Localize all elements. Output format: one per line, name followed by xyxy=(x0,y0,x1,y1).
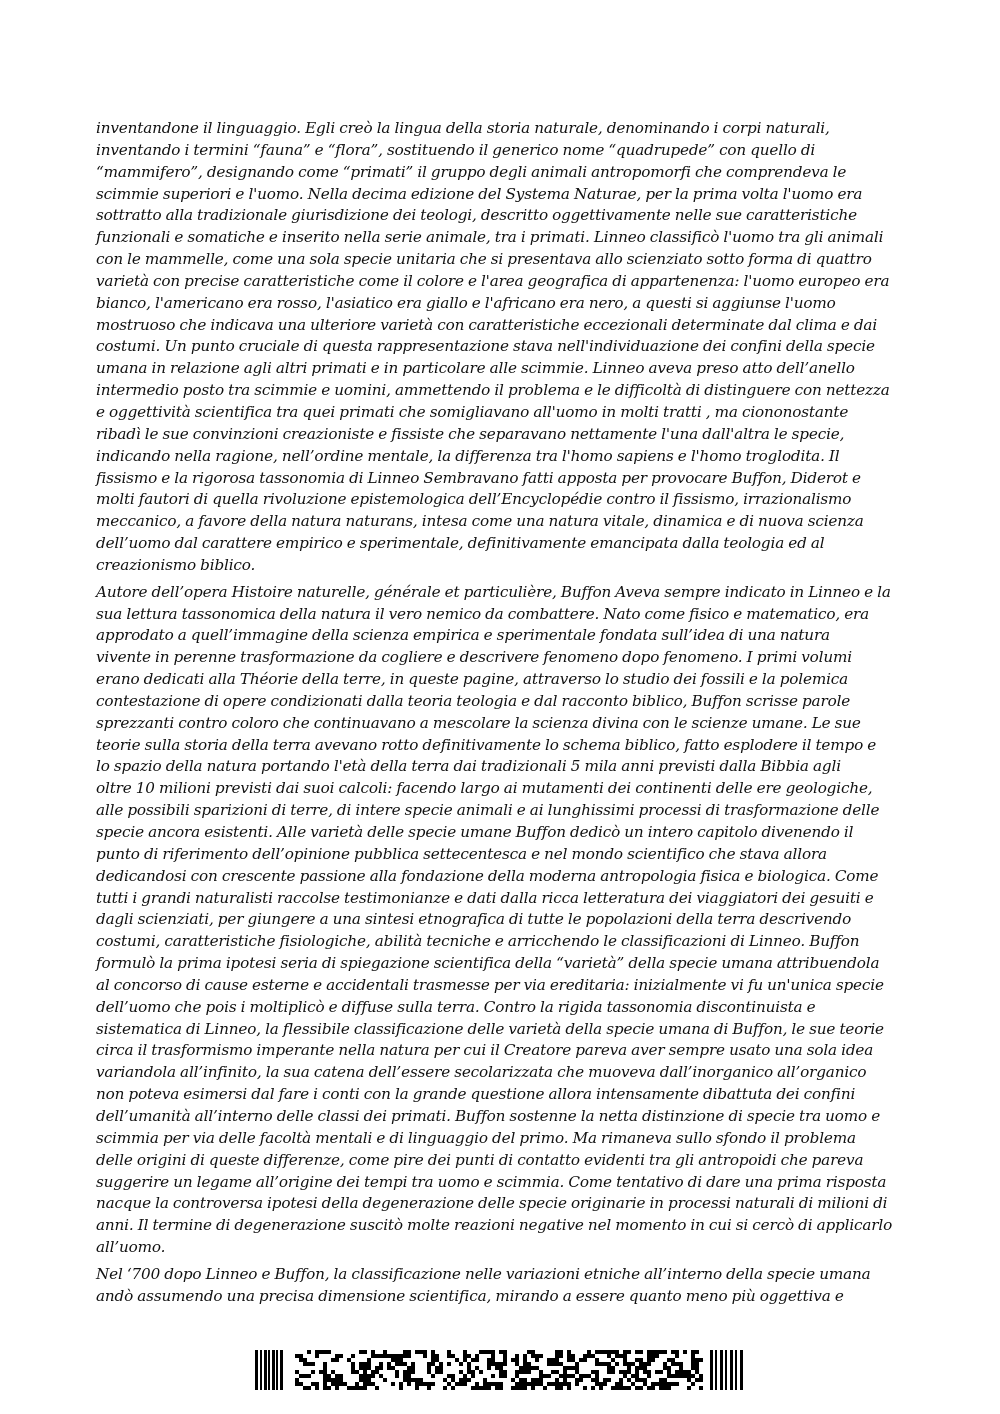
text-line: erano dedicati alla Théorie della terre, in queste pagine, attraverso lo studio dei fossili e la polemica xyxy=(96,670,849,689)
text-line: creazionismo biblico. xyxy=(96,555,256,574)
text-line: dagli scienziati, per giungere a una sintesi etnografica di tutte le popolazioni della terra descrivendo xyxy=(96,910,852,929)
text-line: formulò la prima ipotesi seria di spiegazione scientifica della “varietà” della specie umana attribuendola xyxy=(96,954,880,973)
text-line: approdato a quell’immagine della scienza empirica e sperimentale fondata sull’idea di una natura xyxy=(96,626,830,645)
text-line: molti fautori di quella rivoluzione epistemologica dell’Encyclopédie contro il fissismo, irrazionalismo xyxy=(96,490,852,509)
text-line: indicando nella ragione, nell’ordine mentale, la differenza tra l'homo sapiens e l'homo troglodita. Il xyxy=(96,446,840,465)
text-line: contestazione di opere condizionati dalla teoria teologia e dal racconto biblico, Buffon scrisse parole xyxy=(96,691,851,710)
text-line: dedicandosi con crescente passione alla fondazione della moderna antropologia fisica e biologica. Come xyxy=(96,866,879,885)
text-line: anni. Il termine di degenerazione suscitò molte reazioni negative nel momento in cui si cercò di applicarlo xyxy=(96,1216,893,1235)
text-line: suggerire un legame all’origine dei tempi tra uomo e scimmia. Come tentativo di dare una prima risposta xyxy=(96,1172,887,1191)
text-line: oltre 10 milioni previsti dai suoi calcoli: facendo largo ai mutamenti dei continenti delle ere geologiche, xyxy=(96,779,873,798)
text-line: meccanico, a favore della natura naturans, intesa come una natura vitale, dinamica e di nuova scienza xyxy=(96,512,864,531)
text-line: delle origini di queste differenze, come pire dei punti di contatto evidenti tra gli antropoidi che pareva xyxy=(96,1150,864,1169)
text-line: variandola all’infinito, la sua catena dell’essere secolarizzata che muoveva dall’inorganico all’organico xyxy=(96,1063,867,1082)
text-line: Autore dell’opera Histoire naturelle, générale et particulière, Buffon Aveva sempre indicato in Linneo e la xyxy=(96,582,891,601)
text-line: punto di riferimento dell’opinione pubblica settecentesca e nel mondo scientifico che stava allora xyxy=(96,844,827,863)
text-line: teorie sulla storia della terra avevano rotto definitivamente lo schema biblico, fatto esplodere il tempo e xyxy=(96,735,877,754)
text-line: specie ancora esistenti. Alle varietà delle specie umane Buffon dedicò un intero capitolo divenendo il xyxy=(96,823,854,841)
text-line: non poteva esimersi dal fare i conti con la grande questione allora intensamente dibattuta dei confini xyxy=(96,1085,856,1104)
text-line: fissismo e la rigorosa tassonomia di Linneo Sembravano fatti apposta per provocare Buffon, Diderot e xyxy=(96,468,861,487)
text-line: al concorso di cause esterne e accidentali trasmesse per via ereditaria: inizialmente vi fu un'unica specie xyxy=(96,975,884,994)
text-line: dell’uomo che pois i moltiplicò e diffuse sulla terra. Contro la rigida tassonomia discontinuista e xyxy=(96,997,816,1016)
text-line: sistematica di Linneo, la flessibile classificazione delle varietà della specie umana di Buffon, le sue teorie xyxy=(96,1019,884,1038)
paragraph xyxy=(96,1264,908,1308)
text-line: andò assumendo una precisa dimensione scientifica, mirando a essere quanto meno più oggettiva e xyxy=(96,1286,844,1305)
text-line: intermedio posto tra scimmie e uomini, ammettendo il problema e le difficoltà di distinguere con nettezza xyxy=(96,381,890,400)
text-line: sottratto alla tradizionale giurisdizione dei teologi, descritto oggettivamente nelle sue caratteristiche xyxy=(96,206,857,225)
text-line: vivente in perenne trasformazione da cogliere e descrivere fenomeno dopo fenomeno. I primi volumi xyxy=(96,648,852,667)
text-line: lo spazio della natura portando l'età della terra dai tradizionali 5 mila anni previsti dalla Bibbia agli xyxy=(96,757,841,776)
text-line: bianco, l'americano era rosso, l'asiatico era giallo e l'africano era nero, a questi si aggiunse l'uomo xyxy=(96,293,836,312)
text-line: umana in relazione agli altri primati e in particolare alle scimmie. Linneo aveva preso atto dell’anello xyxy=(96,359,855,378)
text-line: dell’umanità all’interno delle classi dei primati. Buffon sostenne la netta distinzione di specie tra uomo e xyxy=(96,1106,881,1125)
paragraph xyxy=(96,118,908,577)
text-line: con le mammelle, come una sola specie unitaria che si presentava allo scienziato sotto forma di quattro xyxy=(96,250,872,269)
text-line: ribadì le sue convinzioni creazioniste e fissiste che separavano nettamente l'una dall'altra le specie, xyxy=(96,424,845,443)
text-line: costumi, caratteristiche fisiologiche, abilità tecniche e arricchendo le classificazioni di Linneo. Buffon xyxy=(96,932,860,951)
barcode-icon xyxy=(255,1350,745,1390)
text-line: nacque la controversa ipotesi della degenerazione delle specie originarie in processi naturali di milioni di xyxy=(96,1194,888,1213)
text-line: tutti i grandi naturalisti raccolse testimonianze e dati dalla ricca letteratura dei viaggiatori dei gesuiti e xyxy=(96,888,874,907)
text-line: e oggettività scientifica tra quei primati che somigliavano all'uomo in molti tratti , ma ciononostante xyxy=(96,402,849,421)
body-text xyxy=(96,118,908,1308)
text-line: circa il trasformismo imperante nella natura per cui il Creatore pareva aver sempre usato una sola idea xyxy=(96,1041,874,1060)
text-line: scimmie superiori e l'uomo. Nella decima edizione del Systema Naturae, per la prima volta l'uomo era xyxy=(96,184,863,203)
text-line: sua lettura tassonomica della natura il vero nemico da combattere. Nato come fisico e matematico, era xyxy=(96,604,870,623)
paragraph xyxy=(96,582,908,1259)
document-page xyxy=(96,118,908,1308)
text-line: alle possibili sparizioni di terre, di intere specie animali e ai lunghissimi processi di trasformazione delle xyxy=(96,801,880,820)
text-line: mostruoso che indicava una ulteriore varietà con caratteristiche eccezionali determinate dal clima e dai xyxy=(96,315,878,334)
text-line: inventandone il linguaggio. Egli creò la lingua della storia naturale, denominando i corpi naturali, xyxy=(96,119,830,137)
text-line: sprezzanti contro coloro che continuavano a mescolare la scienza divina con le scienze umane. Le sue xyxy=(96,713,861,732)
text-line: all’uomo. xyxy=(96,1238,166,1257)
text-line: scimmia per via delle facoltà mentali e di linguaggio del primo. Ma rimaneva sullo sfondo il problema xyxy=(96,1128,856,1147)
text-line: funzionali e somatiche e inserito nella serie animale, tra i primati. Linneo classificò l'uomo tra gli animali xyxy=(96,228,884,247)
text-line: inventando i termini “fauna” e “flora”, sostituendo il generico nome “quadrupede” con quello di xyxy=(96,140,816,159)
text-line: dell’uomo dal carattere empirico e sperimentale, definitivamente emancipata dalla teologia ed al xyxy=(96,534,825,553)
text-line: varietà con precise caratteristiche come il colore e l'area geografica di appartenenza: l'uomo europeo era xyxy=(96,271,890,290)
text-line: “mammifero”, designando come “primati” il gruppo degli animali antropomorfi che comprendeva le xyxy=(96,162,847,181)
text-line: Nel ‘700 dopo Linneo e Buffon, la classificazione nelle variazioni etniche all’interno della specie umana xyxy=(96,1264,871,1283)
text-line: costumi. Un punto cruciale di questa rappresentazione stava nell'individuazione dei confini della specie xyxy=(96,337,875,356)
